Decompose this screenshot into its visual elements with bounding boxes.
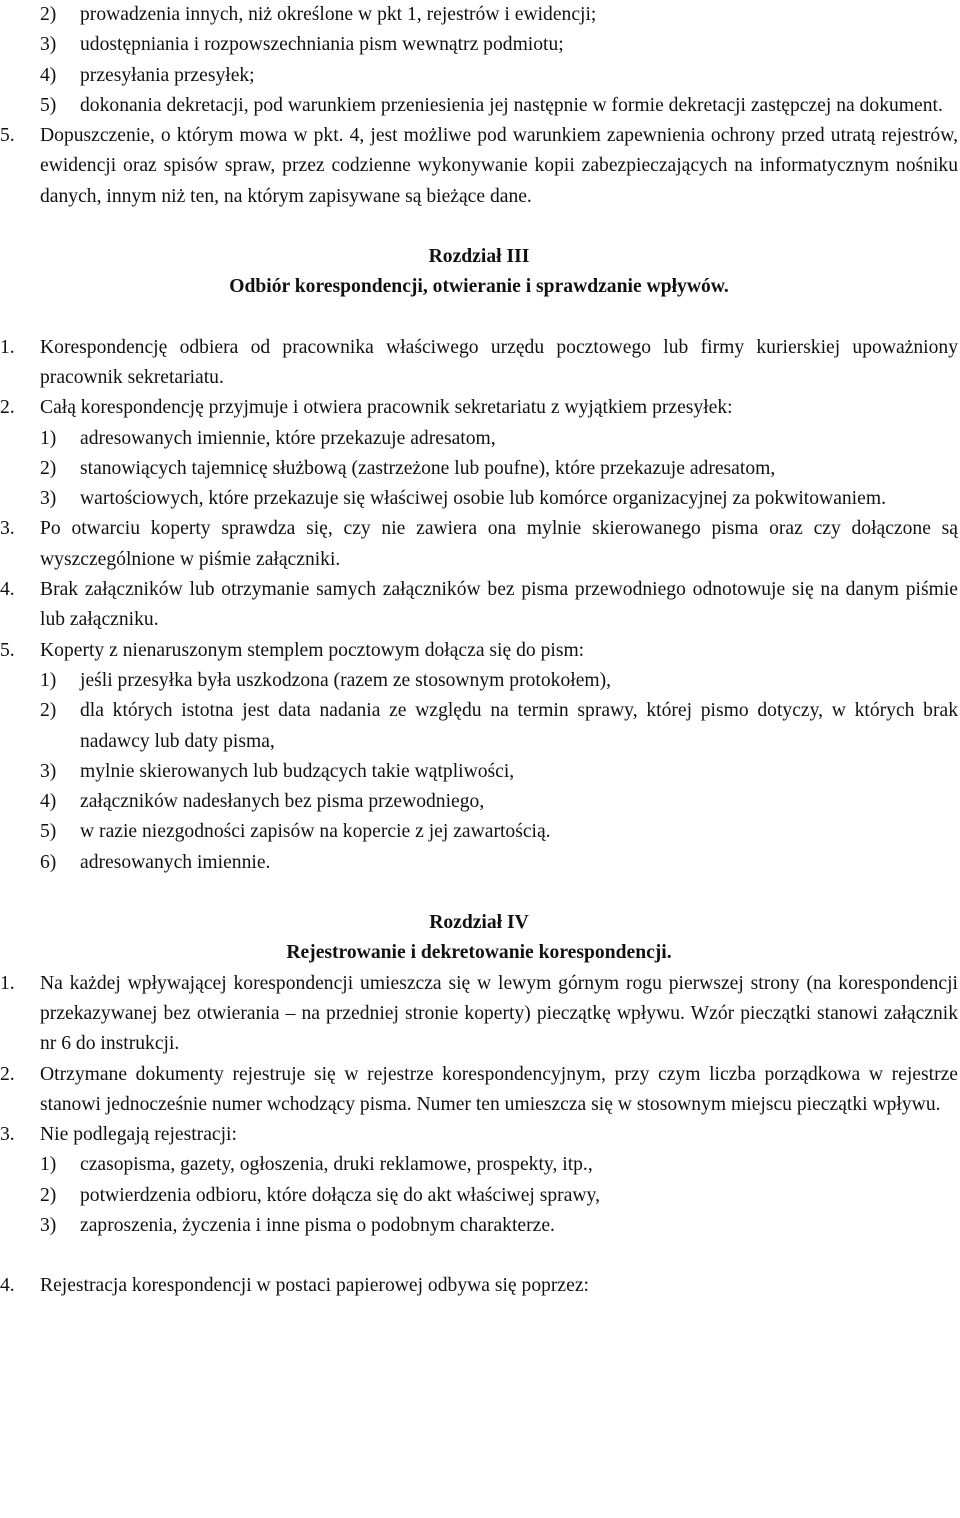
point-5 — [0, 121, 958, 212]
item-number: 5) — [40, 94, 57, 116]
chapter-title: Rozdział III — [428, 246, 530, 268]
item-text: Rejestracja korespondencji w postaci papierowej odbywa się poprzez: — [40, 1275, 589, 1297]
item-text: jeśli przesyłka była uszkodzona (razem ze stosownym protokołem), — [80, 669, 612, 691]
item-text: Brak załączników lub otrzymanie samych załączników bez pisma przewodniego odnotowuje się na danym piśmie lub załączniku. — [40, 579, 958, 631]
item-number: 3) — [40, 1214, 57, 1236]
item-text: prowadzenia innych, niż określone w pkt 1, rejestrów i ewidencji; — [80, 4, 597, 25]
item-text: mylnie skierowanych lub budzących takie wątpliwości, — [80, 760, 515, 782]
sub-item — [40, 757, 958, 787]
item-number: 4) — [40, 64, 57, 86]
item-number: 1. — [0, 972, 15, 994]
item-number: 1) — [40, 669, 57, 691]
list-item — [40, 30, 958, 60]
item-number: 2. — [0, 397, 15, 419]
chapter-title: Rozdział IV — [429, 912, 529, 934]
item-text: dla których istotna jest data nadania ze względu na termin sprawy, której pismo dotyczy, w których brak nadawcy lub daty pisma, — [80, 700, 958, 752]
item-number: 2) — [40, 457, 57, 479]
list-item — [40, 0, 958, 30]
list-item — [40, 61, 958, 91]
sub-item — [40, 484, 958, 514]
item-text: Całą korespondencję przyjmuje i otwiera pracownik sekretariatu z wyjątkiem przesyłek: — [40, 397, 733, 419]
item-text: Nie podlegają rejestracji: — [40, 1124, 237, 1146]
item-number: 4. — [0, 579, 15, 601]
sub-item — [40, 424, 958, 454]
chapter-item — [0, 1060, 958, 1121]
sub-item — [40, 817, 958, 847]
item-text: Na każdej wpływającej korespondencji umieszcza się w lewym górnym rogu pierwszej strony (na korespondencji przekazywanej bez otwierania – na przedniej stronie koperty) pieczątkę wpływu. Wzór pieczątki stanowi załącznik nr 6 do instrukcji. — [40, 972, 958, 1055]
item-number: 3. — [0, 1124, 15, 1146]
item-number: 3) — [40, 760, 57, 782]
chapter-item — [0, 1120, 958, 1150]
item-text: stanowiących tajemnicę służbową (zastrzeżone lub poufne), które przekazuje adresatom, — [80, 457, 776, 479]
item-number: 2) — [40, 700, 57, 722]
chapter-item — [0, 969, 958, 1060]
item-text: zaproszenia, życzenia i inne pisma o podobnym charakterze. — [80, 1214, 555, 1236]
item-number: 2. — [0, 1063, 15, 1085]
item-text: adresowanych imiennie, które przekazuje adresatom, — [80, 427, 496, 449]
sub-item — [40, 787, 958, 817]
chapter-item — [0, 393, 958, 423]
item-text: Otrzymane dokumenty rejestruje się w rejestrze korespondencyjnym, przy czym liczba porządkowa w rejestrze stanowi jednocześnie numer wchodzący pisma. Numer ten umieszcza się w stosownym miejscu pieczątki wpływu. — [40, 1063, 958, 1115]
sub-item — [40, 1181, 958, 1211]
item-number: 4) — [40, 791, 57, 813]
item-number: 2) — [40, 1184, 57, 1206]
sub-item — [40, 848, 958, 878]
item-text: czasopisma, gazety, ogłoszenia, druki reklamowe, prospekty, itp., — [80, 1154, 593, 1176]
chapter-subtitle: Odbiór korespondencji, otwieranie i sprawdzanie wpływów. — [229, 276, 729, 298]
chapter-item — [0, 333, 958, 394]
chapter-item — [0, 636, 958, 666]
sub-item — [40, 1150, 958, 1180]
item-number: 5) — [40, 821, 57, 843]
sub-item — [40, 696, 958, 757]
top-list — [40, 0, 958, 121]
sub-item — [40, 666, 958, 696]
item-number: 1. — [0, 336, 15, 358]
item-text: udostępniania i rozpowszechniania pism wewnątrz podmiotu; — [80, 34, 564, 56]
item-text: załączników nadesłanych bez pisma przewodniego, — [80, 791, 485, 813]
item-number: 4. — [0, 1275, 15, 1297]
chapter-item — [0, 514, 958, 575]
chapter-subtitle: Rejestrowanie i dekretowanie korespondencji. — [286, 942, 672, 964]
item-text: adresowanych imiennie. — [80, 851, 271, 873]
item-number: 3. — [0, 518, 15, 540]
item-number: 1) — [40, 427, 57, 449]
list-item — [40, 91, 958, 121]
item-number: 5. — [0, 125, 15, 147]
item-number: 3) — [40, 34, 57, 56]
item-text: Po otwarciu koperty sprawdza się, czy nie zawiera ona mylnie skierowanego pisma oraz czy dołączone są wyszczególnione w piśmie załączniki. — [40, 518, 958, 570]
item-text: wartościowych, które przekazuje się właściwej osobie lub komórce organizacyjnej za pokwitowaniem. — [80, 488, 886, 510]
item-text: Korespondencję odbiera od pracownika właściwego urzędu pocztowego lub firmy kurierskiej upoważniony pracownik sekretariatu. — [40, 336, 958, 388]
item-number: 3) — [40, 488, 57, 510]
item-text: Koperty z nienaruszonym stemplem pocztowym dołącza się do pism: — [40, 639, 585, 661]
item-number: 1) — [40, 1154, 57, 1176]
sub-item — [40, 454, 958, 484]
item-number: 5. — [0, 639, 15, 661]
item-text: dokonania dekretacji, pod warunkiem przeniesienia jej następnie w formie dekretacji zastępczej na dokument. — [80, 94, 943, 116]
item-text: przesyłania przesyłek; — [80, 64, 255, 86]
item-number: 6) — [40, 851, 57, 873]
item-number: 2) — [40, 4, 57, 25]
sub-item — [40, 1211, 958, 1241]
item-text: Dopuszczenie, o którym mowa w pkt. 4, jest możliwe pod warunkiem zapewnienia ochrony przed utratą rejestrów, ewidencji oraz spisów spraw, przez codzienne wykonywanie kopii zabezpieczających na informatycznym nośniku danych, innym niż ten, na którym zapisywane są bieżące dane. — [40, 125, 958, 207]
item-text: potwierdzenia odbioru, które dołącza się do akt właściwej sprawy, — [80, 1184, 600, 1206]
chapter-item — [0, 1271, 958, 1301]
chapter-item — [0, 575, 958, 636]
item-text: w razie niezgodności zapisów na kopercie z jej zawartością. — [80, 821, 551, 843]
